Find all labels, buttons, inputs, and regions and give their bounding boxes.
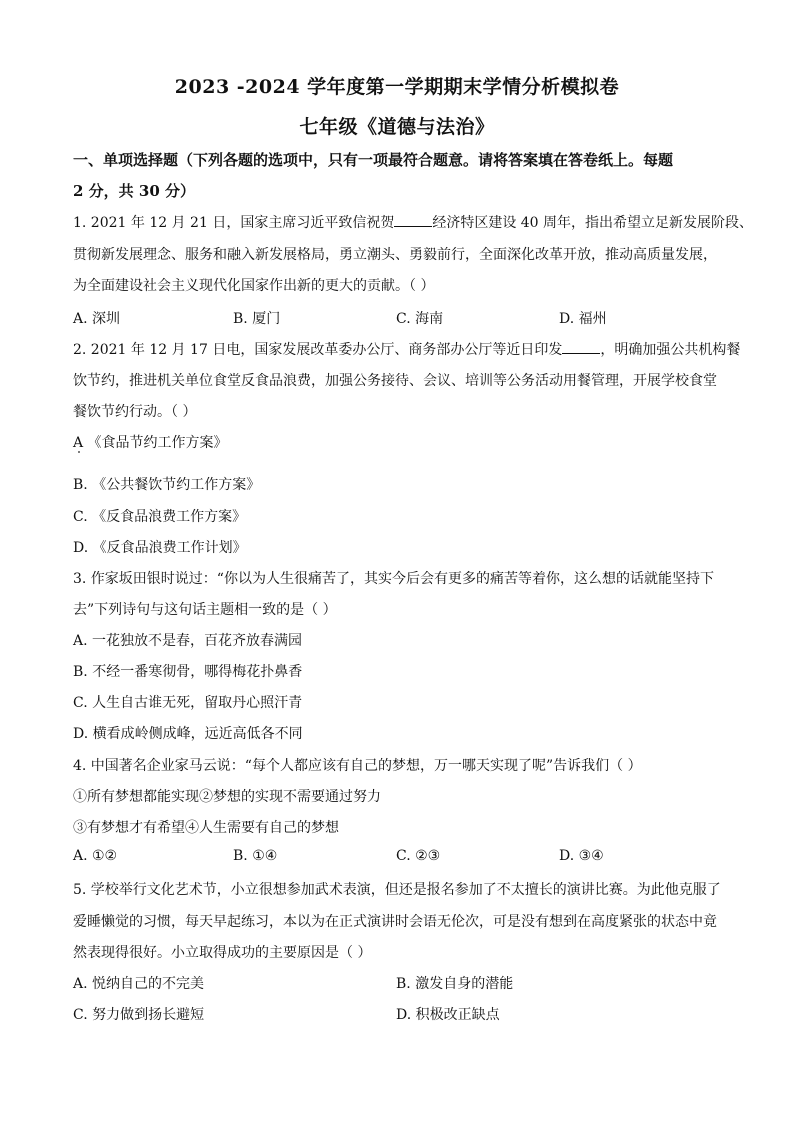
q4-line2: ①所有梦想都能实现②梦想的实现不需要通过努力 [73,789,381,805]
q5-option-b: B. 激发自身的潜能 [396,976,514,992]
q1-option-b: B. 厦门 [233,311,281,327]
q2-line1-a: 2. 2021 年 12 月 17 日电，国家发展改革委办公厅、商务部办公厅等近日印发 [73,342,563,358]
q1-option-d: D. 福州 [559,311,607,327]
q3-option-b: B. 不经一番寒彻骨，哪得梅花扑鼻香 [73,664,303,680]
q4-option-a: A. ①② [73,848,118,864]
q1-option-a: A. 深圳 [73,311,121,327]
q2-option-a: A 《食品节约工作方案》 [73,435,228,451]
answer-blank [562,339,600,354]
exam-title: 2023 -2024 学年度第一学期期末学情分析模拟卷 [174,76,620,98]
q3-option-a: A. 一花独放不是春，百花齐放春满园 [73,633,303,649]
stray-dot [78,451,80,453]
q3-option-c: C. 人生自古谁无死，留取丹心照汗青 [73,695,303,711]
section-heading-line2: 2 分，共 30 分） [73,182,195,200]
exam-subtitle: 七年级《道德与法治》 [299,116,495,138]
q2-line3: 餐饮节约行动。（ ） [73,404,197,420]
q2-option-b: B. 《公共餐饮节约工作方案》 [73,477,261,493]
q3-option-d: D. 横看成岭侧成峰，远近高低各不同 [73,726,303,742]
q1-line1 [73,212,753,232]
q5-line1: 5. 学校举行文化艺术节，小立很想参加武术表演，但还是报名参加了不太擅长的演讲比赛。为此他克服了 [73,882,721,898]
q2-line1 [73,339,740,359]
q2-line2: 饮节约，推进机关单位食堂反食品浪费，加强公务接待、会议、培训等公务活动用餐管理，开展学校食堂 [73,373,717,389]
answer-blank [394,212,432,227]
q4-line1: 4. 中国著名企业家马云说：“每个人都应该有自己的梦想，万一哪天实现了呢”告诉我们（ ） [73,758,642,774]
q4-option-c: C. ②③ [396,848,441,864]
q1-line1-b: 经济特区建设 40 周年，指出希望立足新发展阶段、 [432,215,754,231]
section-heading-line1: 一、单项选择题（下列各题的选项中，只有一项最符合题意。请将答案填在答卷纸上。每题 [73,151,674,169]
q2-line1-b: ，明确加强公共机构餐 [600,342,741,358]
q1-option-c: C. 海南 [396,311,444,327]
q5-line3: 然表现得很好。小立取得成功的主要原因是（ ） [73,945,372,961]
q5-line2: 爱睡懒觉的习惯，每天早起练习，本以为在正式演讲时会语无伦次，可是没有想到在高度紧张的状态中竟 [73,914,717,930]
q5-option-a: A. 悦纳自己的不完美 [73,976,205,992]
q4-line3: ③有梦想才有希望④人生需要有自己的梦想 [73,820,339,836]
q1-line3: 为全面建设社会主义现代化国家作出新的更大的贡献。（ ） [73,278,435,294]
section-heading [73,145,723,207]
q2-option-c: C. 《反食品浪费工作方案》 [73,509,247,525]
q4-option-d: D. ③④ [559,848,604,864]
q1-line1-a: 1. 2021 年 12 月 21 日，国家主席习近平致信祝贺 [73,215,395,231]
q5-option-c: C. 努力做到扬长避短 [73,1007,205,1023]
q3-line1: 3. 作家坂田银时说过：“你以为人生很痛苦了，其实今后会有更多的痛苦等着你，这么想的话就能坚持下 [73,571,714,587]
q2-option-d: D. 《反食品浪费工作计划》 [73,540,247,556]
q4-option-b: B. ①④ [233,848,278,864]
q3-line2: 去”下列诗句与这句话主题相一致的是（ ） [73,602,337,618]
q1-line2: 贯彻新发展理念、服务和融入新发展格局，勇立潮头、勇毅前行，全面深化改革开放，推动高质量发展， [73,247,717,263]
q5-option-d: D. 积极改正缺点 [396,1007,500,1023]
